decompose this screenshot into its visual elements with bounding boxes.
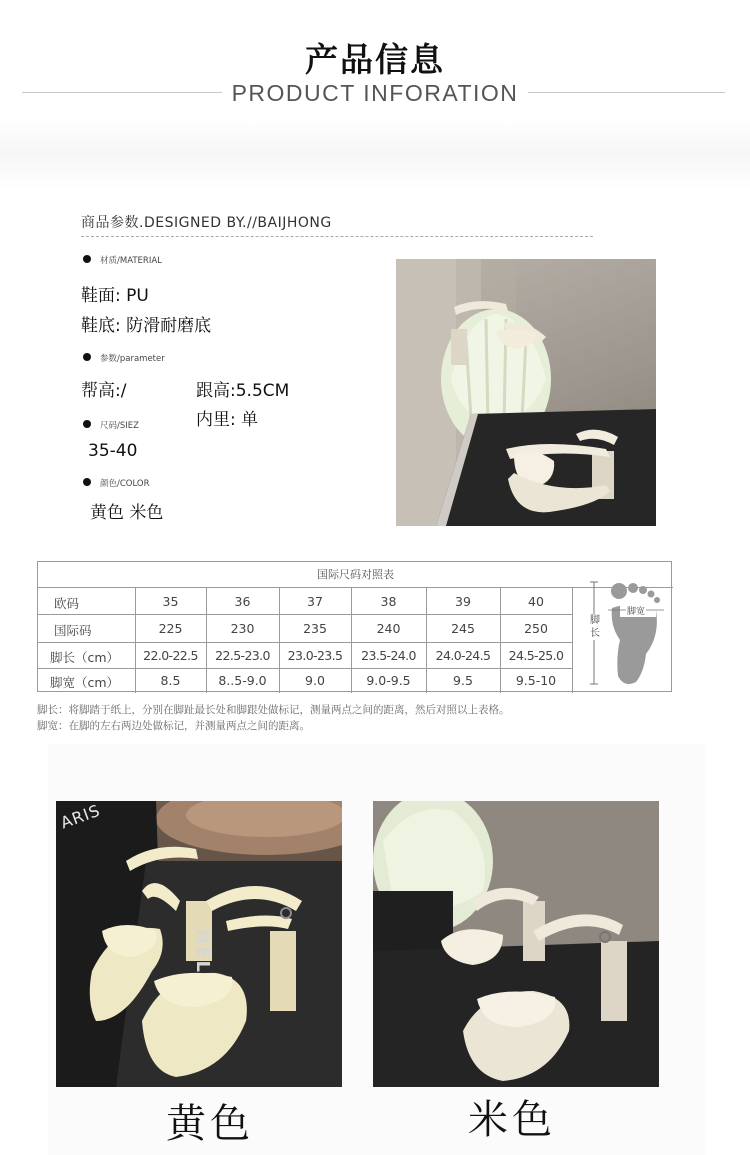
table-cell: 24.5-25.0	[508, 648, 564, 663]
spec-divider	[81, 236, 593, 237]
foot-width-label: 脚宽	[626, 604, 646, 617]
caption-yellow: 黄色	[166, 1101, 254, 1147]
row-label-foot-length: 脚长（cm）	[50, 650, 120, 665]
table-cell: 245	[451, 621, 475, 636]
table-cell: 9.0-9.5	[366, 673, 411, 688]
table-cell: 35	[162, 594, 179, 609]
table-cell: 39	[455, 594, 471, 609]
bullet-dot	[83, 478, 91, 486]
size-label: 尺码/SIEZ	[100, 421, 139, 431]
product-photo-main	[396, 259, 656, 526]
table-cell: 250	[524, 621, 548, 636]
page-title: 产品信息	[305, 40, 445, 79]
table-cell: 22.5-23.0	[215, 648, 270, 663]
foot-width-note: 脚宽：在脚的左右两边处做标记，并测量两点之间的距离。	[37, 720, 310, 732]
size-chart	[37, 561, 672, 692]
row-label-intl: 国际码	[54, 623, 92, 638]
table-cell: 9.5-10	[515, 673, 557, 688]
spec-heading: 商品参数.DESIGNED BY.//BAIJHONG	[81, 215, 332, 231]
foot-length-label: 脚长	[590, 615, 600, 639]
table-cell: 9.0	[305, 673, 325, 688]
lining: 内里: 单	[196, 410, 259, 430]
caption-beige: 米色	[468, 1097, 556, 1143]
table-cell: 235	[303, 621, 327, 636]
bullet-dot	[83, 420, 91, 428]
table-cell: 240	[376, 621, 401, 636]
table-cell: 22.0-22.5	[143, 648, 198, 663]
page-subtitle: PRODUCT INFORATION	[0, 80, 750, 107]
row-label-eu: 欧码	[54, 596, 80, 611]
product-photo-yellow	[56, 801, 342, 1087]
table-cell: 38	[380, 594, 397, 609]
heel-height: 跟高:5.5CM	[196, 381, 290, 401]
table-cell: 9.5	[453, 673, 473, 688]
table-cell: 36	[234, 594, 251, 609]
table-cell: 37	[307, 594, 323, 609]
table-cell: 8.5	[160, 673, 181, 688]
table-cell: 24.0-24.5	[435, 648, 491, 663]
sandal-illustration	[396, 259, 656, 526]
row-divider	[38, 614, 572, 615]
size-range: 35-40	[88, 441, 138, 461]
product-photo-beige	[373, 801, 659, 1087]
row-label-foot-width: 脚宽（cm）	[50, 675, 120, 690]
material-label: 材质/MATERIAL	[100, 256, 162, 266]
foot-length-note: 脚长：将脚踏于纸上，分别在脚趾最长处和脚跟处做标记，测量两点之间的距离，然后对照以上表格。	[37, 704, 510, 716]
bullet-dot	[83, 353, 91, 361]
row-divider	[38, 668, 572, 669]
param-label: 参数/parameter	[100, 354, 165, 364]
table-cell: 40	[528, 594, 544, 609]
header-band	[0, 118, 750, 190]
book-text-side: NEL	[191, 929, 213, 974]
table-cell: 23.0-23.5	[287, 648, 343, 663]
row-divider	[38, 642, 572, 643]
table-cell: 8..5-9.0	[218, 673, 267, 688]
shaft-height: 帮高:/	[81, 381, 127, 401]
table-cell: 230	[230, 621, 255, 636]
table-cell: 225	[158, 621, 183, 636]
table-cell: 23.5-24.0	[361, 648, 416, 663]
color-label: 颜色/COLOR	[100, 479, 150, 489]
book-text-top: ARIS	[57, 801, 103, 833]
size-chart-title: 国际尺码对照表	[38, 562, 673, 588]
col-divider	[572, 588, 573, 693]
upper-material: 鞋面: PU	[81, 286, 149, 306]
color-list: 黄色 米色	[90, 503, 164, 523]
sole-material: 鞋底: 防滑耐磨底	[81, 316, 212, 336]
beige-sandal-image	[373, 801, 659, 1087]
bullet-dot	[83, 255, 91, 263]
